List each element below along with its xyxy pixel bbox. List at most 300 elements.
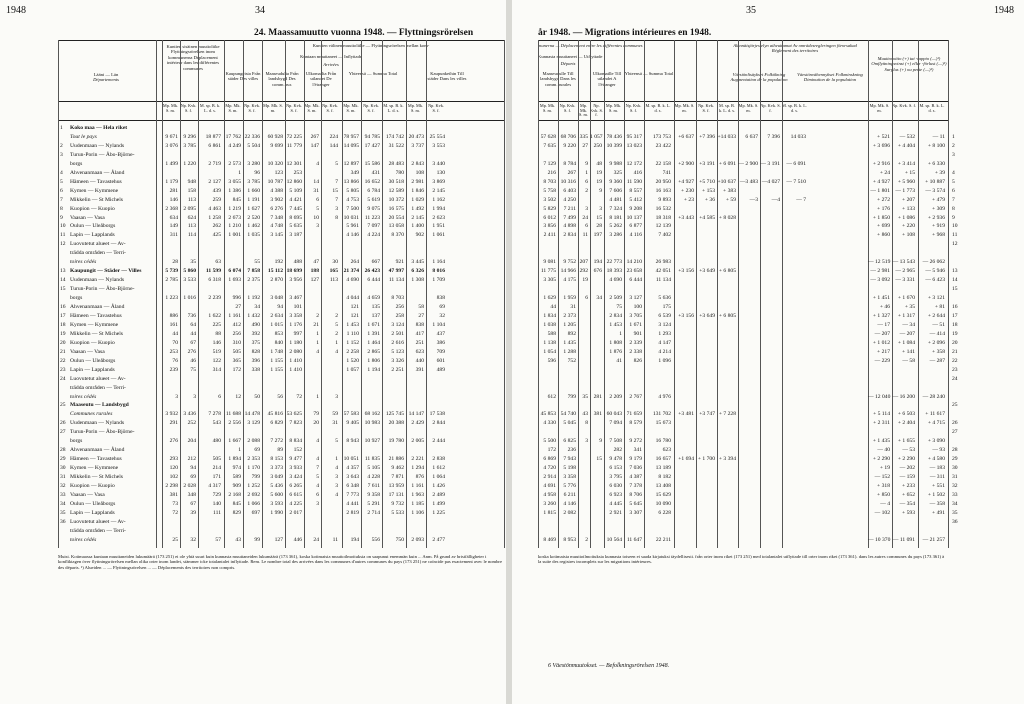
table-cell: +5 710 [699,178,715,185]
unit-label: Mp. Mk. S. m. [343,103,359,113]
table-cell: + 968 [932,232,945,239]
row-number: 14 [952,277,958,284]
table-row [512,473,1024,482]
row-label: Kymen — Kymmene [70,321,119,328]
table-cell: 4 387 [629,474,642,481]
table-cell: 239 [169,366,178,373]
table-cell: 1 [335,456,338,463]
table-cell: 6 153 [609,465,622,472]
table-cell: — 26 062 [922,259,945,266]
table-cell: + 230 [681,187,694,194]
table-cell: — 6 423 [925,277,945,284]
table-cell: 3 [175,393,178,400]
table-cell: +3 747 [699,411,715,418]
table-cell: 697 [251,509,260,516]
row-number: 13 [60,268,66,275]
table-row [512,169,1024,178]
table-cell: 46 [190,357,196,364]
table-cell: 30 518 [388,178,404,185]
left-subheader: Yhteensä — Summa Total [348,71,398,76]
row-number: 1 [952,133,955,140]
row-label: Vaasan — Vasa [70,214,105,221]
table-cell: 23 658 [626,268,642,275]
row-number: 6 [952,187,955,194]
table-row [0,276,506,285]
table-cell: +10 637 [717,178,736,185]
table-cell: 1 016 [183,295,196,302]
row-number: 27 [60,429,66,436]
row-number: 10 [60,223,66,230]
row-number: 34 [60,500,66,507]
table-row [512,187,1024,196]
table-cell: + 19 [879,465,890,472]
table-cell: 4 116 [629,232,642,239]
table-cell: 381 [169,491,178,498]
table-cell: 1 096 [658,357,671,364]
table-cell: 4 388 [270,187,283,194]
table-cell: 431 [371,169,380,176]
row-number: 23 [60,366,66,373]
table-cell: + 2 311 [873,420,890,427]
row-label: Uudenmaan — Nylands [70,277,125,284]
table-cell: 12 589 [388,187,404,194]
table-row [0,428,506,437]
table-cell: 54 740 [560,411,576,418]
table-cell: 2 [335,312,338,319]
table-cell: 1 815 [543,509,556,516]
table-row [0,231,506,240]
table-cell: 381 [593,411,602,418]
table-cell: 10 372 [388,196,404,203]
row-number: 29 [952,456,958,463]
table-cell: 12 139 [655,223,671,230]
table-cell: 1 057 [590,133,603,140]
table-cell: 1 179 [165,178,178,185]
table-cell: +3 156 [678,312,694,319]
table-cell: — 10 370 [868,536,891,543]
table-cell: 1 001 [228,232,241,239]
row-label: Vaasan — Vasa [70,348,105,355]
row-label: Oulun — Uleåborgs [70,223,116,230]
table-cell: 291 [169,420,178,427]
table-cell: 23 422 [655,142,671,149]
table-cell: 3 [316,500,319,507]
table-cell: + 699 [877,223,890,230]
row-label: toires cédés [70,536,97,543]
table-cell: 3 436 [183,411,196,418]
table-cell: 338 [251,366,260,373]
table-cell: 3 902 [270,196,283,203]
table-cell: 2 834 [563,232,576,239]
table-cell: 224 [329,133,338,140]
header-rule-bottom-right [538,120,948,121]
table-cell: 130 [436,169,445,176]
table-cell: 253 [293,169,302,176]
table-cell: 4 249 [228,142,241,149]
table-cell: 149 [169,223,178,230]
table-cell: 1 [316,339,319,346]
table-cell: 1 [619,330,622,337]
table-cell: 121 [350,312,359,319]
table-cell: 9 671 [165,133,178,140]
row-number: 31 [60,474,66,481]
table-cell: 69 [439,304,445,310]
table-cell: 391 [415,366,424,373]
table-cell: 1 155 [270,357,283,364]
table-cell: 2 005 [411,438,424,445]
table-cell: 188 [310,268,319,275]
table-cell: 276 [187,348,196,355]
table-cell: 1 464 [367,339,380,346]
table-cell: 310 [232,339,241,346]
table-cell: — 152 [874,474,890,481]
unit-label: Np. Kvk. S. f. [428,103,444,113]
table-cell: 14 095 [343,142,359,149]
table-cell: 3 [585,438,588,445]
table-cell: 58 [418,304,424,310]
right-subheader: Maaseudulle Till landsbygd Dans les comm. rurales [540,71,576,87]
table-cell: + 1 086 [897,214,915,221]
table-cell: — 28 240 [922,393,945,400]
table-cell: 909 [232,483,241,489]
table-cell: 34 [254,304,260,310]
table-cell: 5 805 [346,187,359,194]
row-number: 9 [60,214,63,221]
table-cell: 1 [238,447,241,454]
table-cell: + 6 091 [718,160,736,167]
table-row [0,491,506,500]
table-cell: 7 396 [767,133,780,140]
table-cell: 262 [212,223,221,230]
table-cell: 1 453 [609,321,622,328]
table-cell: — 17 [877,321,890,328]
table-cell: 5 776 [563,483,576,489]
table-cell: 1 520 [346,357,359,364]
table-row [0,348,506,357]
table-cell: 4 214 [658,348,671,355]
table-cell: + 6 805 [718,312,736,319]
table-cell: 5 [335,438,338,445]
table-cell: 997 [293,330,302,337]
table-cell: 8 579 [629,420,642,427]
table-row [512,437,1024,446]
table-cell: — 34 [902,321,915,328]
table-cell: 1 748 [270,348,283,355]
table-cell: 3 049 [270,474,283,481]
table-cell: 4 720 [543,465,556,472]
table-cell: 2 865 [367,348,380,355]
table-cell: 3 326 [391,357,404,364]
table-cell: 5 109 [289,187,302,194]
table-cell: 3 643 [346,474,359,481]
table-cell: 26 983 [655,259,671,266]
table-cell: — 207 [874,330,890,337]
table-cell: 15 [596,456,602,463]
table-row [0,393,506,402]
table-row [0,249,506,258]
table-cell: 1 288 [563,348,576,355]
table-cell: 8 943 [346,438,359,445]
header-rule-units [58,101,504,102]
table-cell: 41 [616,357,622,364]
table-cell: 10 927 [364,438,380,445]
table-cell: 114 [187,232,196,239]
table-cell: + 652 [902,491,915,498]
row-number: 6 [60,187,63,194]
table-cell: 6 [218,393,221,400]
table-cell: 31 522 [388,142,404,149]
table-cell: + 2 936 [927,214,945,221]
table-cell: 14 147 [408,411,424,418]
table-cell: 2 477 [432,536,445,543]
row-label: Maaseutu — Landsbygd [70,402,129,409]
table-cell: — 5 946 [925,268,945,275]
table-row [512,303,1024,312]
table-cell: 21 886 [388,456,404,463]
table-cell: + 521 [877,133,890,140]
table-cell: 47 [313,259,319,266]
table-cell: 4 [316,483,319,489]
table-cell: 750 [395,536,404,543]
table-cell: 2 785 [165,277,178,284]
table-cell: 3 [585,205,588,212]
table-cell: 13 023 [626,142,642,149]
table-row [512,500,1024,509]
table-cell: 1 061 [432,232,445,239]
alue-header: Alennäisjärjestelyn aiheuttamat Av omrädesregleringen förorsakad Réglement des territoires [733,43,857,54]
table-cell: 8 695 [289,214,302,221]
table-cell: 10 316 [560,178,576,185]
table-cell: 281 [593,393,602,400]
table-cell: 69 [254,447,260,454]
table-cell: 68 162 [364,411,380,418]
table-cell: 57 583 [343,411,359,418]
table-row [0,330,506,339]
table-cell: 8 953 [563,536,576,543]
table-cell: 7 278 [208,411,221,418]
table-cell: 7 129 [543,160,556,167]
row-number: 24 [952,375,958,382]
table-cell: 2 017 [289,509,302,516]
table-cell: 7 097 [367,223,380,230]
table-cell: 70 [172,339,178,346]
table-cell: 1 152 [346,339,359,346]
table-cell: 2 489 [432,491,445,498]
row-number: 33 [60,491,66,498]
row-number: 35 [952,509,958,516]
table-cell: 9 360 [609,178,622,185]
row-label: trädda områden — Terri- [70,250,126,257]
row-number: 27 [952,429,958,436]
table-cell: 416 [633,169,642,176]
table-cell: 4 147 [658,339,671,346]
table-cell: 1 294 [411,465,424,472]
left-subheader: Kaupungeista Från städer Des villes [225,71,261,82]
table-cell: 3 [599,205,602,212]
table-cell: 10 137 [626,214,642,221]
table-cell: + 6 330 [927,160,945,167]
table-cell: + 4 927 [872,178,890,185]
table-row [512,258,1024,267]
table-cell: — 354 [899,500,915,507]
row-label: Kuopion — Kuopio [70,205,115,212]
table-cell: + 1 327 [872,312,890,319]
table-cell: 2 145 [411,214,424,221]
bottom-caption: 6 Väestönmuutokset. — Befolkningsrörelsen 1948. [548,663,670,669]
row-label: Lapin — Lapplands [70,232,115,239]
table-cell: 5 [316,205,319,212]
table-cell: 1 252 [247,483,260,489]
table-row [0,196,506,205]
row-number: 35 [60,509,66,516]
table-cell: 1 627 [247,205,260,212]
table-cell: 78 957 [343,133,359,140]
table-cell: 101 [293,304,302,310]
table-cell: 258 [395,312,404,319]
unit-label: Mp. Mk. S. m. [674,103,695,113]
table-cell: 2 411 [543,232,556,239]
kuntien-sisainen-header: Kuntien sisäinen muuttoliike Flyttningsrörelsen inom kommunerna Déplacement intérieur dans les différentes communes [166,44,220,71]
table-cell: 8 834 [289,438,302,445]
table-row [512,222,1024,231]
table-cell: 111 [213,509,221,516]
table-cell: 11 134 [655,277,671,284]
table-cell: 2 373 [563,312,576,319]
table-cell: 2 844 [432,420,445,427]
table-cell: 5 758 [543,187,556,194]
table-cell: 1 963 [411,491,424,498]
table-row [512,249,1024,258]
row-number: 30 [952,465,958,472]
table-cell: 152 [293,447,302,454]
table-cell: + 133 [902,205,915,212]
table-cell: 108 [415,169,424,176]
table-cell: 24 [313,536,319,543]
table-cell: — 183 [929,465,945,472]
table-cell: 1 951 [432,223,445,230]
table-cell: 282 [613,447,622,454]
table-cell: 709 [436,348,445,355]
table-cell: 365 [232,357,241,364]
table-cell: 4 357 [346,465,359,472]
row-number: 19 [952,330,958,337]
table-cell: 9 478 [609,456,622,463]
table-cell: 4 [335,348,338,355]
unit-label: Np. Kvk. S. f. [244,103,260,113]
table-cell: 89 [277,447,283,454]
table-cell: 7 [316,465,319,472]
table-cell: 11 775 [540,268,556,275]
table-cell: 3 145 [270,232,283,239]
row-number: 23 [952,366,958,373]
table-cell: 17 427 [364,142,380,149]
table-cell: 396 [251,357,260,364]
table-cell: 417 [415,330,424,337]
table-cell: 667 [371,259,380,266]
table-cell: 50 [254,393,260,400]
table-cell: 57 628 [540,133,556,140]
table-row [512,419,1024,428]
table-cell: — 2 965 [895,268,915,275]
table-cell: 204 [187,438,196,445]
table-cell: 6 615 [289,491,302,498]
table-cell: 1 192 [247,295,260,302]
table-cell: 4 691 [543,483,556,489]
table-cell: 267 [310,133,319,140]
table-cell: 225 [212,321,221,328]
table-cell: + 5 960 [897,178,915,185]
table-row [512,393,1024,402]
table-cell: 1 622 [208,312,221,319]
table-cell: 5 [335,321,338,328]
table-cell: 5 504 [247,142,260,149]
table-cell: + 153 [702,187,715,194]
row-number: 18 [952,321,958,328]
table-cell: 921 [395,259,404,266]
table-cell: 7 348 [270,214,283,221]
table-cell: 7 773 [346,491,359,498]
table-cell: + 318 [877,483,890,489]
table-cell: 94 785 [364,133,380,140]
table-cell: 24 [582,214,588,221]
table-cell: 69 [190,474,196,481]
table-cell: + 24 [879,169,890,176]
table-cell: 4 [316,456,319,463]
table-cell: 1 029 [411,196,424,203]
table-cell: 1 161 [411,483,424,489]
table-row [0,169,506,178]
table-row [0,446,506,455]
table-row [0,536,506,545]
table-cell: 2 145 [432,187,445,194]
table-cell: 3 124 [391,321,404,328]
table-cell: 60 928 [267,133,283,140]
table-cell: 4 958 [543,491,556,498]
row-label: Ahvenanmaan — Åland [70,304,125,310]
table-cell: 9 [585,160,588,167]
header-rule-units-right [538,101,948,102]
table-cell: 100 [633,304,642,310]
year-left: 1948 [6,5,26,16]
table-cell: + 1 655 [897,438,915,445]
table-cell: + 10 887 [925,178,945,185]
table-cell: 35 [582,393,588,400]
table-cell: + 479 [932,196,945,203]
table-cell: 375 [251,339,260,346]
table-cell: 6 637 [745,133,758,140]
row-number: 21 [60,348,66,355]
table-cell: 11 779 [286,142,302,149]
table-cell: 6 012 [543,214,556,221]
table-cell: + 3 414 [897,160,915,167]
table-cell: 1 161 [228,312,241,319]
table-cell: 4 175 [563,277,576,284]
row-number: 11 [60,232,66,239]
table-cell: 27 [582,142,588,149]
table-cell: + 207 [902,196,915,203]
table-cell: + 383 [723,187,736,194]
table-cell: 8 557 [629,187,642,194]
table-cell: 1 410 [289,366,302,373]
table-row [0,464,506,473]
table-cell: 612 [547,393,556,400]
table-cell: — 532 [899,133,915,140]
table-cell: 2 692 [247,491,260,498]
table-row [512,231,1024,240]
table-cell: — 7 510 [786,178,806,185]
table-cell: 47 997 [388,268,404,275]
table-row [512,482,1024,491]
